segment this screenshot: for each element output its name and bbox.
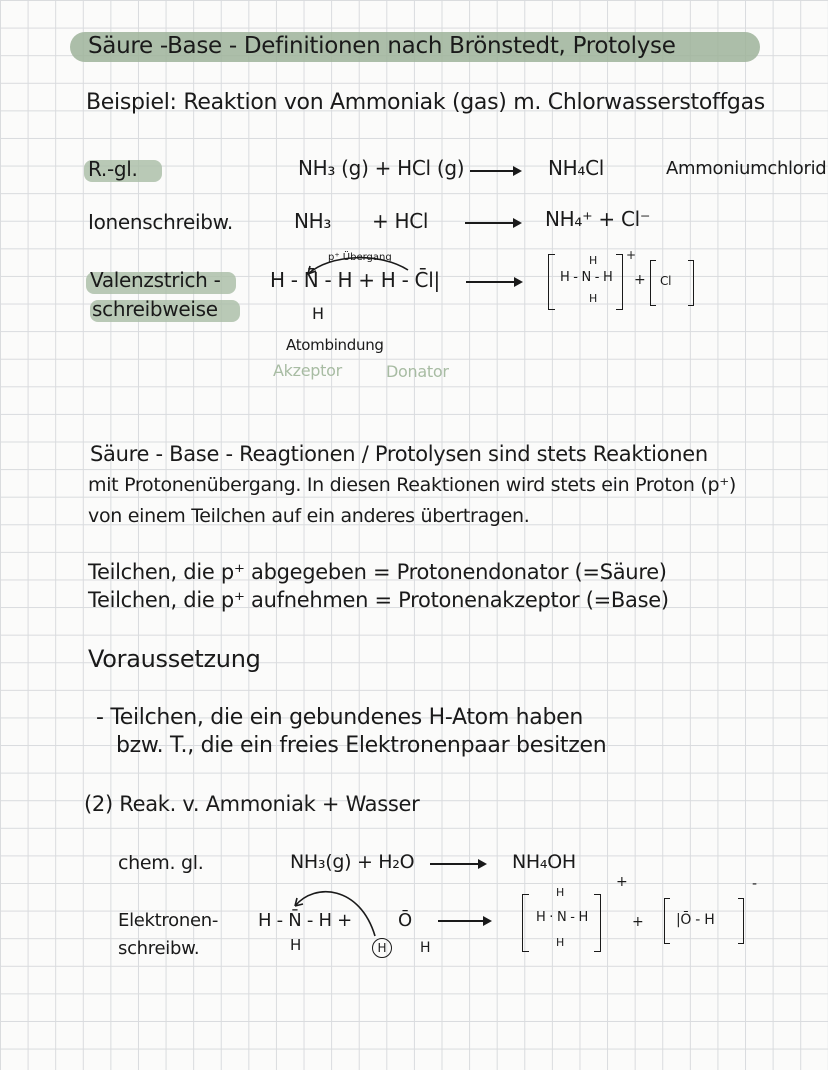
proton-transfer-label: p⁺ Übergang (328, 252, 392, 263)
chem-label: chem. gl. (118, 852, 204, 874)
voraussetzung-heading: Voraussetzung (88, 645, 261, 673)
el-water-h: H (420, 940, 431, 956)
el-h-bottom: H (290, 936, 301, 954)
valenz-arrow (466, 281, 521, 283)
el-water-o: Ō (398, 910, 412, 931)
valenz-reactants: H - N̄ - H + H - C̄l| (270, 268, 440, 292)
rgl-product: NH₄Cl (548, 156, 605, 180)
section2-heading: (2) Reak. v. Ammoniak + Wasser (84, 792, 420, 816)
paragraph-line-1: Säure - Base - Reagtionen / Protolysen sind stets Reaktionen (90, 442, 708, 466)
chem-reactants: NH₃(g) + H₂O (290, 851, 415, 873)
valenz-label-1: Valenzstrich - (90, 268, 221, 292)
voraussetzung-line-2: bzw. T., die ein freies Elektronenpaar besitzen (116, 733, 607, 758)
el-label-1: Elektronen- (118, 910, 219, 931)
el-product-h-bottom: H (556, 936, 565, 949)
el-bracket2-left (664, 898, 670, 944)
el-bracket-right (594, 894, 601, 952)
valenz-charge-plus: + (626, 248, 637, 262)
valenz-product-h-bottom: H (589, 292, 598, 305)
ion-label: Ionenschreibw. (88, 210, 233, 234)
valenz-bracket2-left (650, 260, 656, 306)
paragraph-line-3: von einem Teilchen auf ein anderes übertragen. (88, 505, 530, 527)
el-charge-minus: - (752, 876, 758, 892)
ion-product: NH₄⁺ + Cl⁻ (545, 207, 651, 231)
el-charge-plus: + (616, 874, 628, 890)
akzeptor-label: Akzeptor (273, 361, 342, 380)
el-label-2: schreibw. (118, 938, 200, 959)
rgl-arrow (470, 170, 520, 172)
valenz-product-h-top: H (589, 254, 598, 267)
el-arrow (438, 920, 490, 922)
valenz-bracket-left (548, 254, 555, 310)
page-title: Säure -Base - Definitionen nach Brönstedt, Protolyse (88, 33, 676, 59)
chem-product: NH₄OH (512, 851, 576, 873)
el-product-1: H · N - H (536, 910, 588, 925)
rgl-product-name: Ammoniumchlorid (666, 158, 827, 179)
valenz-bracket2-right (688, 260, 694, 306)
definition-donor: Teilchen, die p⁺ abgegeben = Protonendonator (=Säure) (88, 560, 667, 584)
valenz-plus: + (634, 272, 646, 288)
rgl-label: R.-gl. (88, 157, 138, 181)
atombindung-label: Atombindung (286, 336, 384, 354)
el-bracket-left (522, 894, 529, 952)
el-reactant-nh3: H - N̄ - H + (258, 910, 352, 931)
valenz-label-2: schreibweise (92, 297, 218, 321)
ion-arrow (465, 222, 520, 224)
rgl-reactants: NH₃ (g) + HCl (g) (298, 156, 465, 180)
paragraph-line-2: mit Protonenübergang. In diesen Reaktionen wird stets ein Proton (p⁺) (88, 474, 737, 496)
el-plus: + (632, 914, 644, 930)
valenz-cl: Cl (660, 274, 672, 288)
ion-reactant-2: + HCl (372, 209, 429, 233)
definition-acceptor: Teilchen, die p⁺ aufnehmen = Protonenakzeptor (=Base) (88, 588, 669, 612)
valenz-product-inner: H - N - H (560, 270, 613, 285)
example-heading: Beispiel: Reaktion von Ammoniak (gas) m. Chlorwasserstoffgas (86, 90, 765, 115)
el-product-2: |Ō - H (676, 912, 715, 928)
valenz-bracket-right (616, 254, 623, 310)
el-product-h-top: H (556, 886, 565, 899)
el-water-h-circled: H (372, 938, 392, 958)
ion-reactant-1: NH₃ (294, 209, 332, 233)
el-bracket2-right (738, 898, 744, 944)
valenz-h-bottom: H (312, 304, 324, 323)
donator-label: Donator (386, 362, 449, 381)
voraussetzung-line-1: - Teilchen, die ein gebundenes H-Atom haben (96, 705, 584, 730)
chem-arrow (430, 863, 485, 865)
